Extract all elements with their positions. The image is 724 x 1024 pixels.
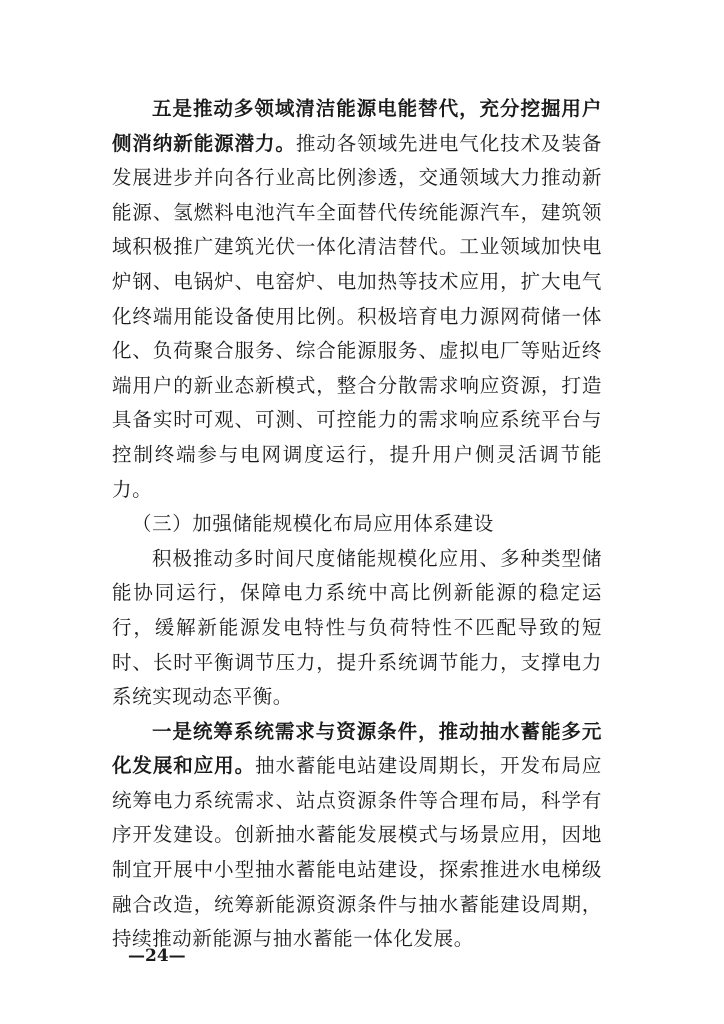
paragraph-lead-bold: 五是推动多领域清洁能源电能替代，充分挖掘用户侧消纳新能源潜力。 xyxy=(112,97,602,155)
page-number: —24— xyxy=(128,946,186,966)
paragraph-lead-bold: 一是统筹系统需求与资源条件，推动抽水蓄能多元化发展和应用。 xyxy=(112,719,602,778)
paragraph-text: 推动各领域先进电气化技术及装备发展进步并向各行业高比例渗透，交通领域大力推动新能源、氢燃料电池汽车全面替代传统能源汽车，建筑领域积极推广建筑光伏一体化清洁替代。工业领域加快电炉钢、电锅炉、电窑炉、电加热等技术应用，扩大电气化终端用能设备使用比例。积极培育电力源网荷储一体化、负荷聚合服务、综合能源服务、虚拟电厂等贴近终端用户的新业态新模式，整合分散需求响应资源，打造具备实时可观、可测、可控能力的需求响应系统平台与控制终端参与电网调度运行，提升用户侧灵活调节能力。 xyxy=(112,131,602,501)
paragraph-energy-storage-intro xyxy=(112,542,602,715)
paragraph-text: 积极推动多时间尺度储能规模化应用、多种类型储能协同运行，保障电力系统中高比例新能源的稳定运行，缓解新能源发电特性与负荷特性不匹配导致的短时、长时平衡调节压力，提升系统调节能力，支撑电力系统实现动态平衡。 xyxy=(112,546,602,709)
section-heading-energy-storage: （三）加强储能规模化布局应用体系建设 xyxy=(132,512,494,536)
paragraph-text: 抽水蓄能电站建设周期长，开发布局应统筹电力系统需求、站点资源条件等合理布局，科学有序开发建设。创新抽水蓄能发展模式与场景应用，因地制宜开展中小型抽水蓄能电站建设，探索推进水电梯级融合改造，统筹新能源资源条件与抽水蓄能建设周期，持续推动新能源与抽水蓄能一体化发展。 xyxy=(112,754,602,951)
paragraph-5-clean-energy xyxy=(112,92,602,507)
paragraph-1-pumped-storage xyxy=(112,715,602,957)
document-body xyxy=(112,92,602,957)
